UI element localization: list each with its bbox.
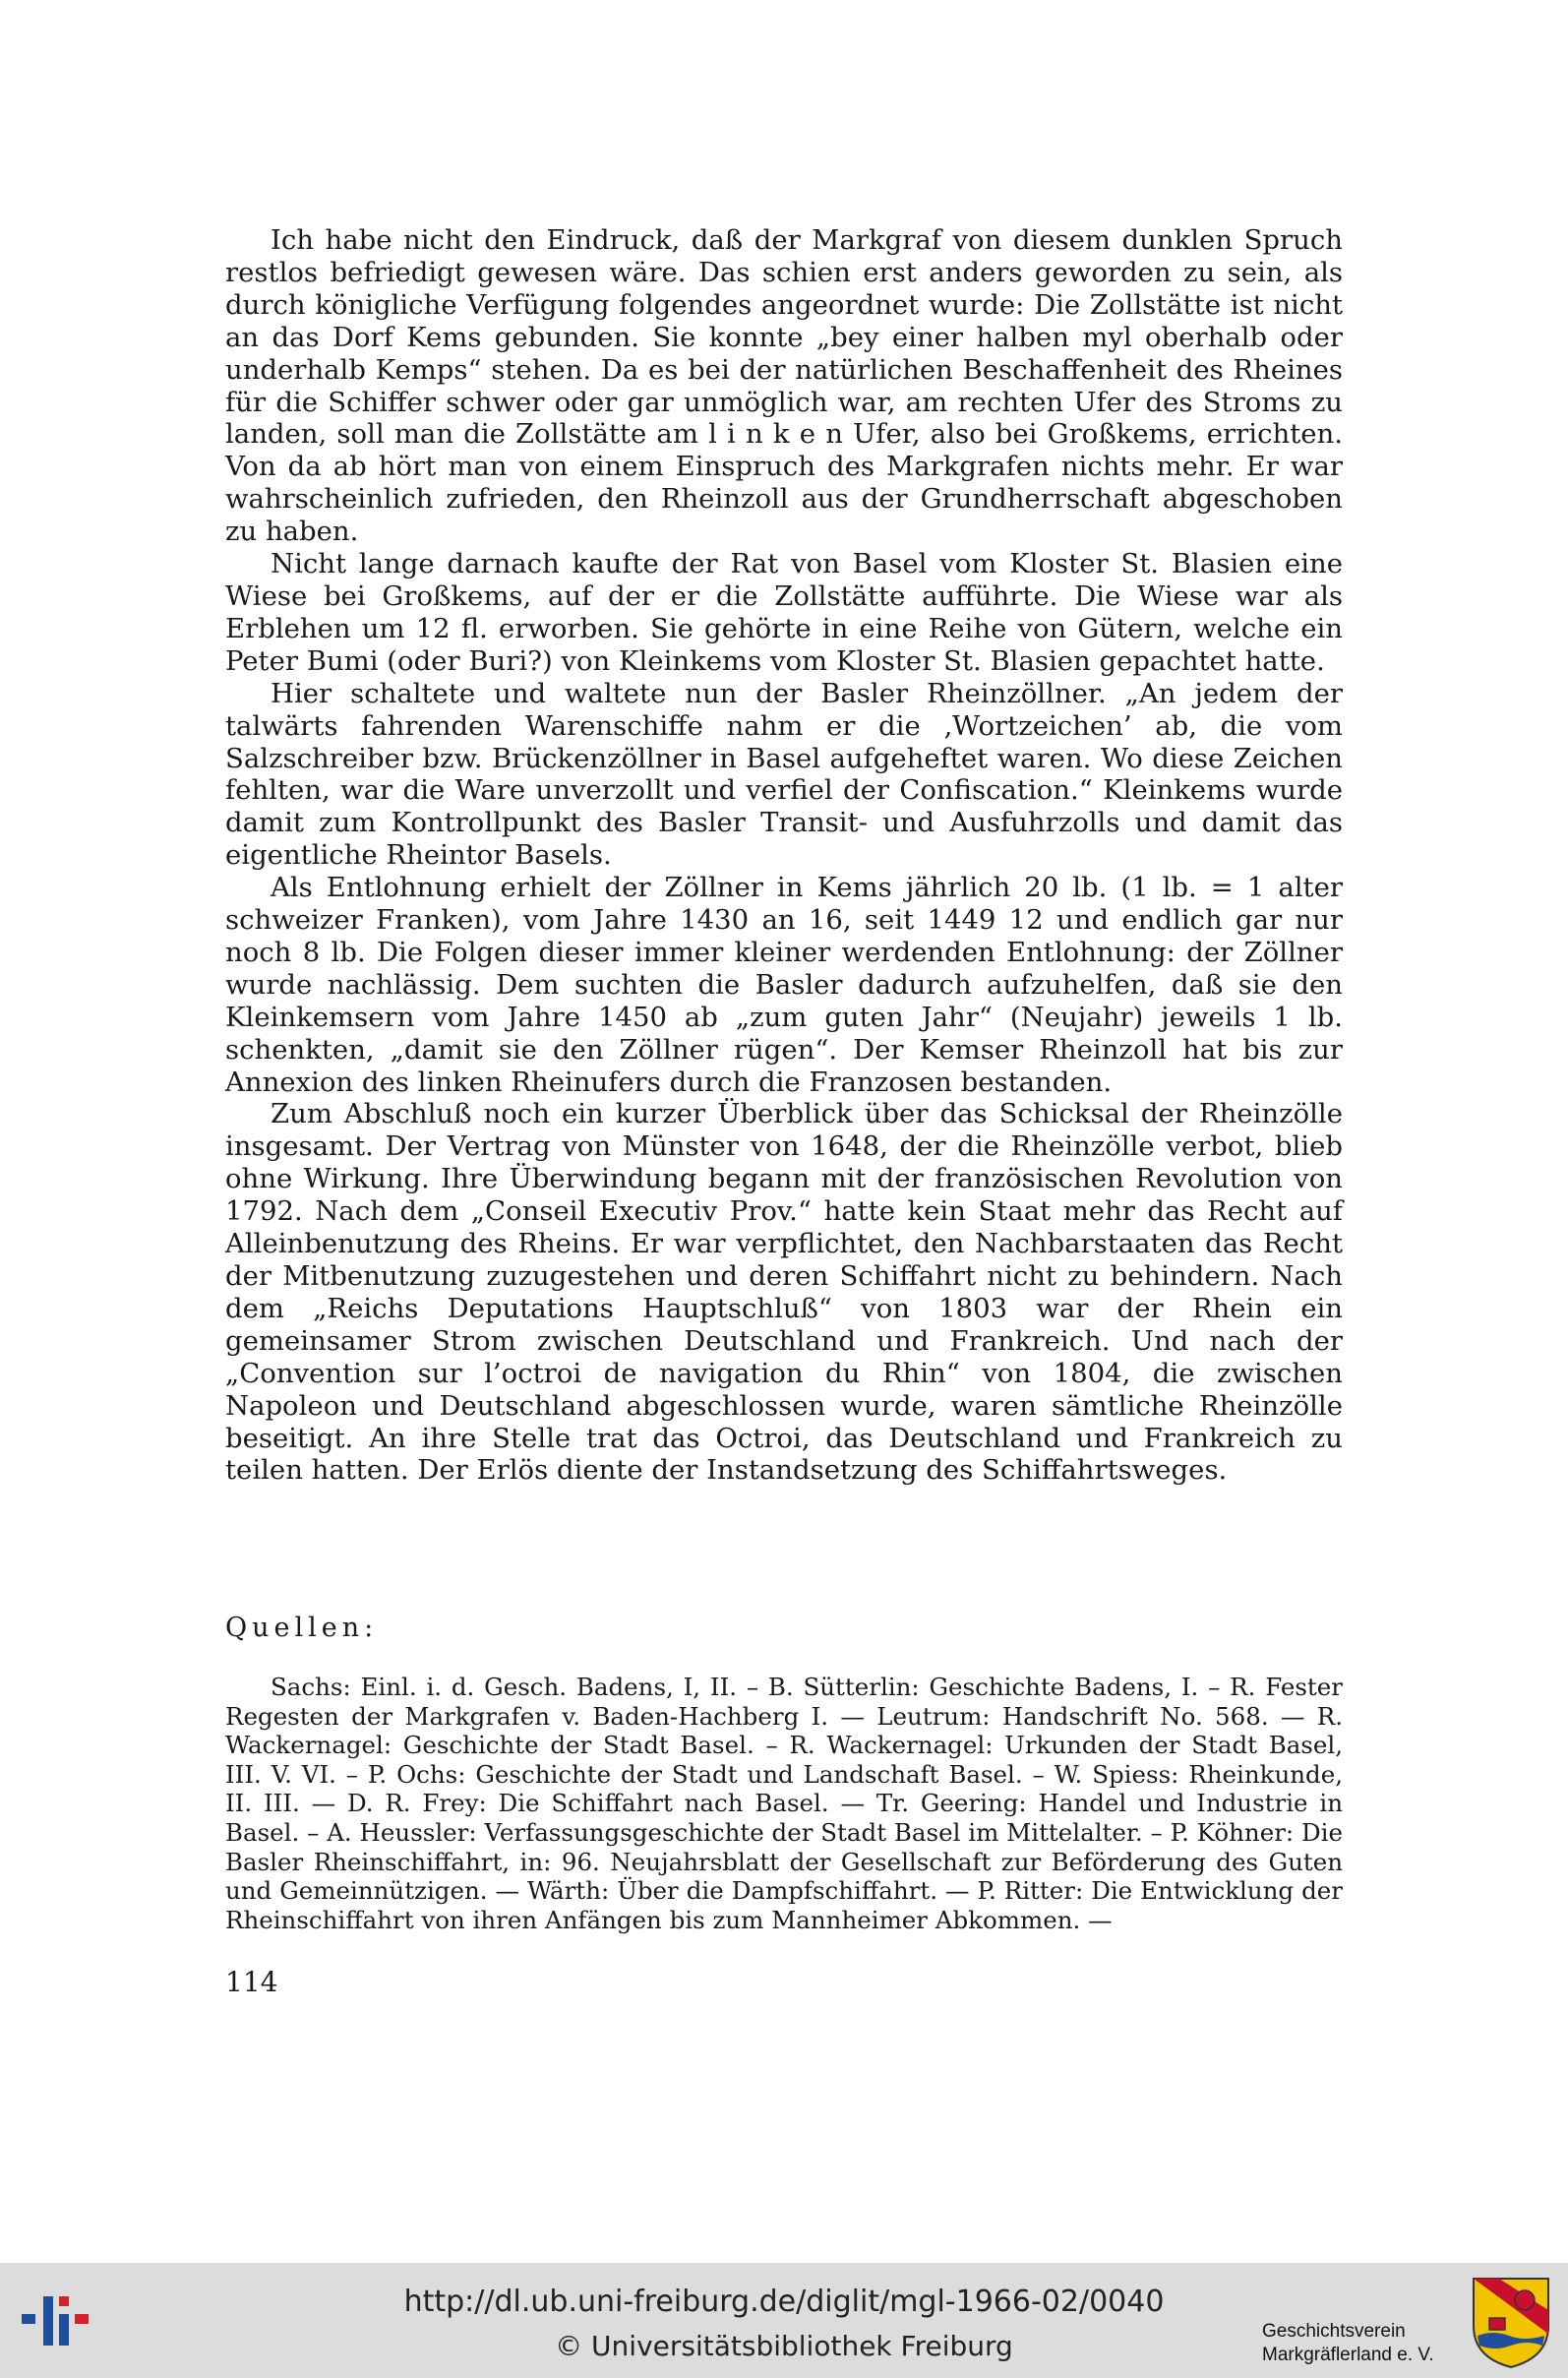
body-text: [225, 224, 1343, 1487]
copyright-notice: © Universitätsbibliothek Freiburg: [555, 2330, 1013, 2362]
sources-text: [225, 1673, 1343, 1934]
sources-heading: Quellen:: [225, 1613, 379, 1643]
paragraph: Hier schaltete und waltete nun der Basler Rheinzöllner. „An jedem der talwärts fahrenden Warenschiffe nahm er die ‚Wortzeichen’ ab, die vom Salzschreiber bzw. Brückenzöllner in Basel aufgeheftet waren. Wo diese Zeichen fehlten, war die Ware unverzollt und verfiel der Confiscation.“ Kleinkems wurde damit zum Kontrollpunkt des Basler Transit- und Ausfuhrzolls und damit das eigentliche Rheintor Basels.: [225, 677, 1343, 872]
footer-bar: [0, 2263, 1568, 2378]
paragraph: Ich habe nicht den Eindruck, daß der Markgraf von diesem dunklen Spruch restlos befriedigt gewesen wäre. Das schien erst anders geworden zu sein, als durch königliche Verfügung folgendes angeordnet wurde: Die Zollstätte ist nicht an das Dorf Kems gebunden. Sie konnte „bey einer halben myl oberhalb oder underhalb Kemps“ stehen. Da es bei der natürlichen Beschaffenheit des Rheines für die Schiffer schwer oder gar unmöglich war, am rechten Ufer des Stroms zu landen, soll man die Zollstätte am l i n k e n Ufer, also bei Großkems, errichten. Von da ab hört man von einem Einspruch des Markgrafen nichts mehr. Er war wahrscheinlich zufrieden, den Rheinzoll aus der Grundherrschaft abgeschoben zu haben.: [225, 224, 1343, 548]
paragraph: Nicht lange darnach kaufte der Rat von Basel vom Kloster St. Blasien eine Wiese bei Großkems, auf der er die Zollstätte aufführte. Die Wiese war als Erblehen um 12 fl. erworben. Sie gehörte in eine Reihe von Gütern, welche ein Peter Bumi (oder Buri?) von Kleinkems vom Kloster St. Blasien gepachtet hatte.: [225, 548, 1343, 677]
society-line-1: Geschichtsverein: [1262, 2321, 1406, 2342]
page-number: 114: [225, 1966, 278, 1998]
paragraph: Zum Abschluß noch ein kurzer Überblick über das Schicksal der Rheinzölle insgesamt. Der Vertrag von Münster von 1648, der die Rheinzölle verbot, blieb ohne Wirkung. Ihre Überwindung begann mit der französischen Revolution von 1792. Nach dem „Conseil Executiv Prov.“ hatte kein Staat mehr das Recht auf Alleinbenutzung des Rheins. Er war verpflichtet, den Nachbarstaaten das Recht der Mitbenutzung zuzugestehen und deren Schiffahrt nicht zu behindern. Nach dem „Reichs Deputations Hauptschluß“ von 1803 war der Rhein ein gemeinsamer Strom zwischen Deutschland und Frankreich. Und nach der „Convention sur l’octroi de navigation du Rhin“ von 1804, die zwischen Napoleon und Deutschland abgeschlossen wurde, waren sämtliche Rheinzölle beseitigt. An ihre Stelle trat das Octroi, das Deutschland und Frankreich zu teilen hatten. Der Erlös diente der Instandsetzung des Schiffahrtsweges.: [225, 1098, 1343, 1487]
sources-paragraph: Sachs: Einl. i. d. Gesch. Badens, I, II. – B. Sütterlin: Geschichte Badens, I. – R. Fester Regesten der Markgrafen v. Baden-Hachberg I. — Leutrum: Handschrift No. 568. — R. Wackernagel: Geschichte der Stadt Basel. – R. Wackernagel: Urkunden der Stadt Basel, III. V. VI. – P. Ochs: Geschichte der Stadt und Landschaft Basel. – W. Spiess: Rheinkunde, II. III. — D. R. Frey: Die Schiffahrt nach Basel. — Tr. Geering: Handel und Industrie in Basel. – A. Heussler: Verfassungsgeschichte der Stadt Basel im Mittelalter. – P. Köhner: Die Basler Rheinschiffahrt, in: 96. Neujahrsblatt der Gesellschaft zur Beförderung des Guten und Gemeinnützigen. — Wärth: Über die Dampfschiffahrt. — P. Ritter: Die Entwicklung der Rheinschiffahrt von ihren Anfängen bis zum Mannheimer Abkommen. —: [225, 1673, 1343, 1934]
society-line-2: Markgräflerland e. V.: [1262, 2345, 1434, 2365]
paragraph: Als Entlohnung erhielt der Zöllner in Kems jährlich 20 lb. (1 lb. = 1 alter schweizer Franken), vom Jahre 1430 an 16, seit 1449 12 und endlich gar nur noch 8 lb. Die Folgen dieser immer kleiner werdenden Entlohnung: der Zöllner wurde nachlässig. Dem suchten die Basler dadurch aufzuhelfen, daß sie den Kleinkemsern vom Jahre 1450 ab „zum guten Jahr“ (Neujahr) jeweils 1 lb. schenkten, „damit sie den Zöllner rügen“. Der Kemser Rheinzoll hat bis zur Annexion des linken Rheinufers durch die Franzosen bestanden.: [225, 872, 1343, 1098]
society-name: [1262, 2320, 1469, 2367]
permalink-url[interactable]: http://dl.ub.uni-freiburg.de/diglit/mgl-1966-02/0040: [403, 2285, 1165, 2319]
coat-of-arms-icon: [1470, 2275, 1552, 2369]
